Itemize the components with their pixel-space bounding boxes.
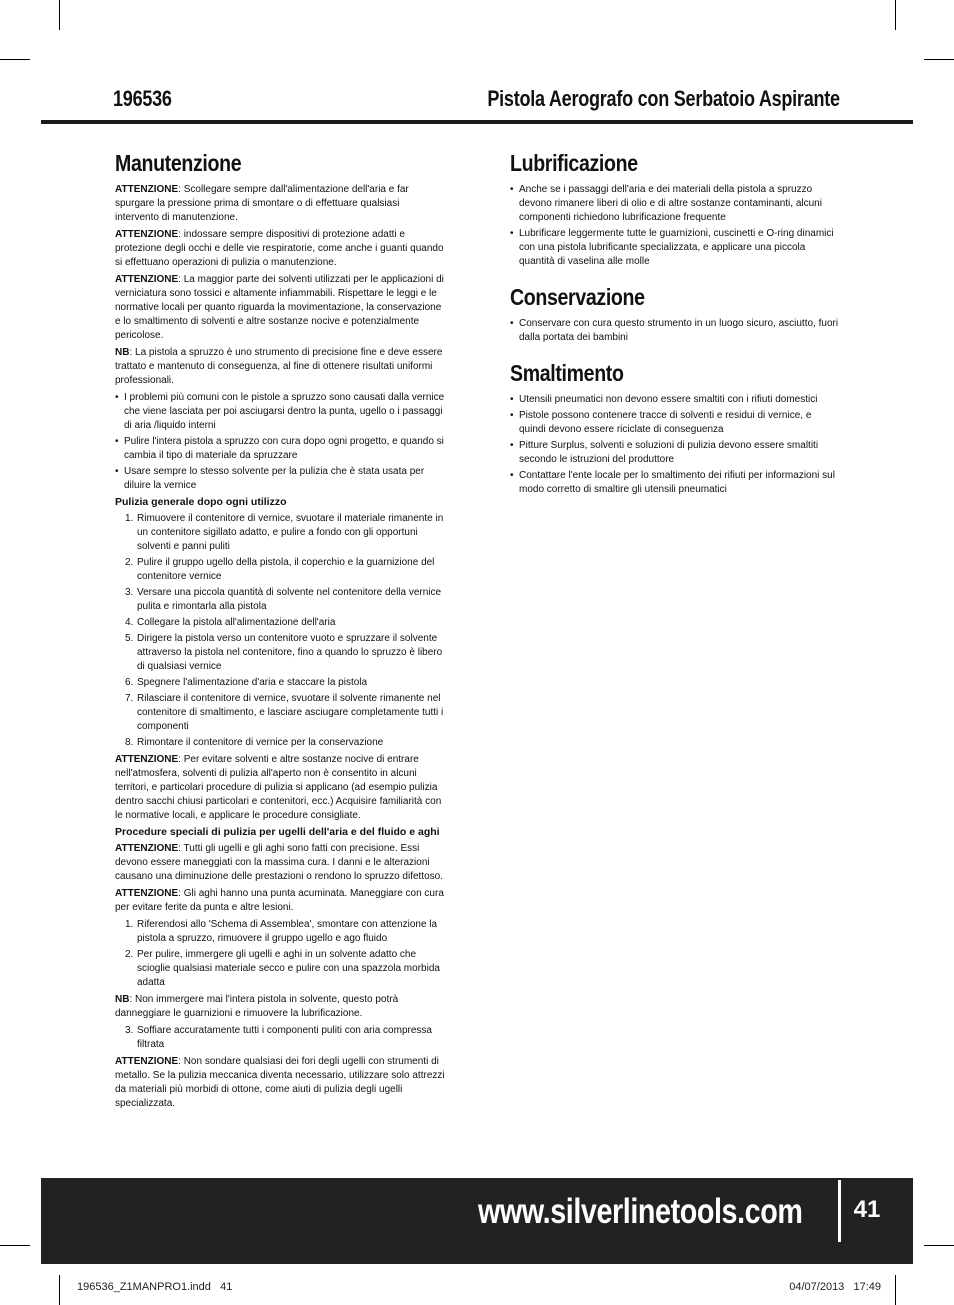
list-item: • Anche se i passaggi dell'aria e dei materiali della pistola a spruzzo devono rimanere liberi di olio e di altre sostanze contaminanti, alcuni componenti richiedono lubrificazione frequente [510,183,840,225]
note-text: : La pistola a spruzzo è uno strumento di precisione fine e deve essere trattato e mantenuto di conseguenza, al fine di ottenere risultati uniformi professionali. [115,347,443,386]
left-column [115,149,445,1114]
warning-label: ATTENZIONE [115,184,179,195]
note-text: : Non immergere mai l'intera pistola in solvente, questo potrà danneggiare le guarnizioni e rimuovere la lubrificazione. [115,994,399,1019]
warning-text: : Gli aghi hanno una punta acuminata. Maneggiare con cura per evitare ferite da punta e altre lesioni. [115,888,444,913]
bullet-list [510,183,840,269]
website-url: www.silverlinetools.com [478,1192,803,1231]
step-text: Soffiare accuratamente tutti i componenti puliti con aria compressa filtrata [137,1025,432,1050]
step-text: Versare una piccola quantità di solvente nel contenitore della vernice pulita e rimontarla alla pistola [137,587,442,612]
warning-label: ATTENZIONE [115,843,179,854]
step-number: 6. [125,677,134,688]
note-label: NB [115,994,130,1005]
step-number: 8. [125,737,134,748]
warning-paragraph [115,183,445,225]
subheading-pulizia-generale: Pulizia generale dopo ogni utilizzo [115,496,287,508]
step-text: Riferendosi allo 'Schema di Assemblea', smontare con attenzione la pistola a spruzzo, rimuovere il gruppo ugello e ago fluido [137,919,438,944]
warning-label: ATTENZIONE [115,888,179,899]
list-item: • Utensili pneumatici non devono essere smaltiti con i rifiuti domestici [510,393,840,407]
step-number: 5. [125,633,134,644]
step-number: 7. [125,693,134,704]
crop-mark [0,59,30,60]
warning-paragraph [115,273,445,343]
warning-paragraph [115,887,445,915]
warning-label: ATTENZIONE [115,1056,179,1067]
step-text: Collegare la pistola all'alimentazione dell'aria [137,617,336,628]
step-text: Dirigere la pistola verso un contenitore vuoto e spruzzare il solvente attraverso la pistola nel contenitore, fino a quando lo spruzzo è libero di qualsiasi vernice [137,633,443,672]
step-number: 1. [125,513,134,524]
list-item [115,676,445,690]
section-heading-lubrificazione: Lubrificazione [510,150,638,176]
numbered-list [115,512,445,750]
step-number: 3. [125,587,134,598]
section-heading-manutenzione: Manutenzione [115,150,242,176]
warning-text: : indossare sempre dispositivi di protezione adatti e protezione degli occhi e delle vie respiratorie, come anche i guanti quando si effettuano operazioni di pulizia o manutenzione. [115,229,444,268]
list-item: • Pitture Surplus, solventi e soluzioni di pulizia devono essere smaltiti secondo le istruzioni del produttore [510,439,840,467]
note-label: NB [115,347,130,358]
warning-label: ATTENZIONE [115,274,179,285]
crop-mark [895,1275,896,1305]
right-column [510,149,840,500]
warning-text: : La maggior parte dei solventi utilizzati per le applicazioni di verniciatura sono tossici e altamente infiammabili. Rispettare le leggi e le normative locali per quanto riguarda la movimentazione, la conservazione e lo smaltimento di solventi e altre sostanze nocive e potenzialmente pericolose. [115,274,444,341]
section-heading-smaltimento: Smaltimento [510,360,624,386]
list-item [115,512,445,554]
step-number: 2. [125,557,134,568]
crop-mark [59,0,60,30]
header-rule [41,120,913,124]
page-number: 41 [853,1196,881,1223]
list-item [115,616,445,630]
step-text: Rimuovere il contenitore di vernice, svuotare il materiale rimanente in un contenitore sigillato adatto, e pulire a fondo con gli opportuni solventi e panni puliti [137,513,444,552]
list-item [115,556,445,584]
list-item [115,692,445,734]
crop-mark [895,0,896,30]
step-number: 2. [125,949,134,960]
crop-mark [924,1245,954,1246]
list-item [115,918,445,946]
crop-mark [0,1245,30,1246]
warning-paragraph [115,842,445,884]
list-item: • Contattare l'ente locale per lo smaltimento dei rifiuti per informazioni sul modo corretto di smaltire gli utensili pneumatici [510,469,840,497]
list-item [115,586,445,614]
step-number: 4. [125,617,134,628]
step-text: Spegnere l'alimentazione d'aria e staccare la pistola [137,677,368,688]
subheading-procedure-speciali: Procedure speciali di pulizia per ugelli dell'aria e del fluido e aghi [115,826,440,838]
note-paragraph [115,346,445,388]
step-text: Rilasciare il contenitore di vernice, svuotare il solvente rimanente nel contenitore di smaltimento, e lasciare asciugare completamente tutti i componenti [137,693,444,732]
warning-text: : Per evitare solventi e altre sostanze nocive di entrare nell'atmosfera, solventi di pulizia all'aperto non è consentito in alcuni territori, e particolari procedure di pulizia si applicano (ad esempio pulizia dentro sacchi chiusi particolari e contenitori, ecc.) Acquisire familiarità con le normative locali, e applicare le procedure consigliate. [115,754,442,821]
list-item: • Pulire l'intera pistola a spruzzo con cura dopo ogni progetto, e quando si cambia il tipo di materiale da spruzzare [115,435,445,463]
step-number: 3. [125,1025,134,1036]
numbered-list [115,1024,445,1052]
step-text: Pulire il gruppo ugello della pistola, il coperchio e la guarnizione del contenitore vernice [137,557,435,582]
list-item [115,948,445,990]
list-item [115,632,445,674]
step-text: Rimontare il contenitore di vernice per la conservazione [137,737,384,748]
warning-label: ATTENZIONE [115,229,179,240]
list-item: • Lubrificare leggermente tutte le guarnizioni, cuscinetti e O-ring dinamici con una pistola lubrificante specializzata, e applicare una piccola quantità di vaselina alle molle [510,227,840,269]
list-item: • I problemi più comuni con le pistole a spruzzo sono causati dalla vernice che viene lasciata per poi asciugarsi dentro la punta, ugello o i passaggi di aria /liquido interni [115,391,445,433]
crop-mark [59,1275,60,1305]
warning-paragraph [115,1055,445,1111]
list-item [115,736,445,750]
bullet-list [510,393,840,497]
step-number: 1. [125,919,134,930]
section-heading-conservazione: Conservazione [510,284,645,310]
bullet-list [115,391,445,493]
warning-paragraph [115,753,445,823]
list-item: • Usare sempre lo stesso solvente per la pulizia che è stata usata per diluire la vernice [115,465,445,493]
warning-label: ATTENZIONE [115,754,179,765]
warning-text: : Tutti gli ugelli e gli aghi sono fatti con precisione. Essi devono essere maneggiati con la massima cura. I danni e le alterazioni causano una diminuzione delle prestazioni o rendono lo spruzzo difettoso. [115,843,443,882]
list-item [115,1024,445,1052]
footer-divider [838,1180,841,1242]
warning-text: : Scollegare sempre dall'alimentazione dell'aria e far spurgare la pressione prima di smontare o di effettuare qualsiasi intervento di manutenzione. [115,184,409,223]
list-item: • Conservare con cura questo strumento in un luogo sicuro, asciutto, fuori dalla portata dei bambini [510,317,840,345]
warning-paragraph [115,228,445,270]
list-item: • Pistole possono contenere tracce di solventi e residui di vernice, e quindi devono essere riciclate di conseguenza [510,409,840,437]
warning-text: : Non sondare qualsiasi dei fori degli ugelli con strumenti di metallo. Se la pulizia meccanica diventa necessario, utilizzare solo attrezzi da materiali più morbidi di ottone, come aiuti di pulizia degli ugelli specializzata. [115,1056,445,1109]
print-slug-date: 04/07/2013 17:49 [789,1281,881,1293]
crop-mark [924,59,954,60]
note-paragraph [115,993,445,1021]
product-code: 196536 [113,86,172,111]
page-title: Pistola Aerografo con Serbatoio Aspirante [487,86,840,111]
print-slug-file: 196536_Z1MANPRO1.indd 41 [77,1281,233,1293]
step-text: Per pulire, immergere gli ugelli e aghi in un solvente adatto che scioglie qualsiasi materiale secco e pulire con una spazzola morbida adatta [137,949,440,988]
numbered-list [115,918,445,990]
bullet-list [510,317,840,345]
